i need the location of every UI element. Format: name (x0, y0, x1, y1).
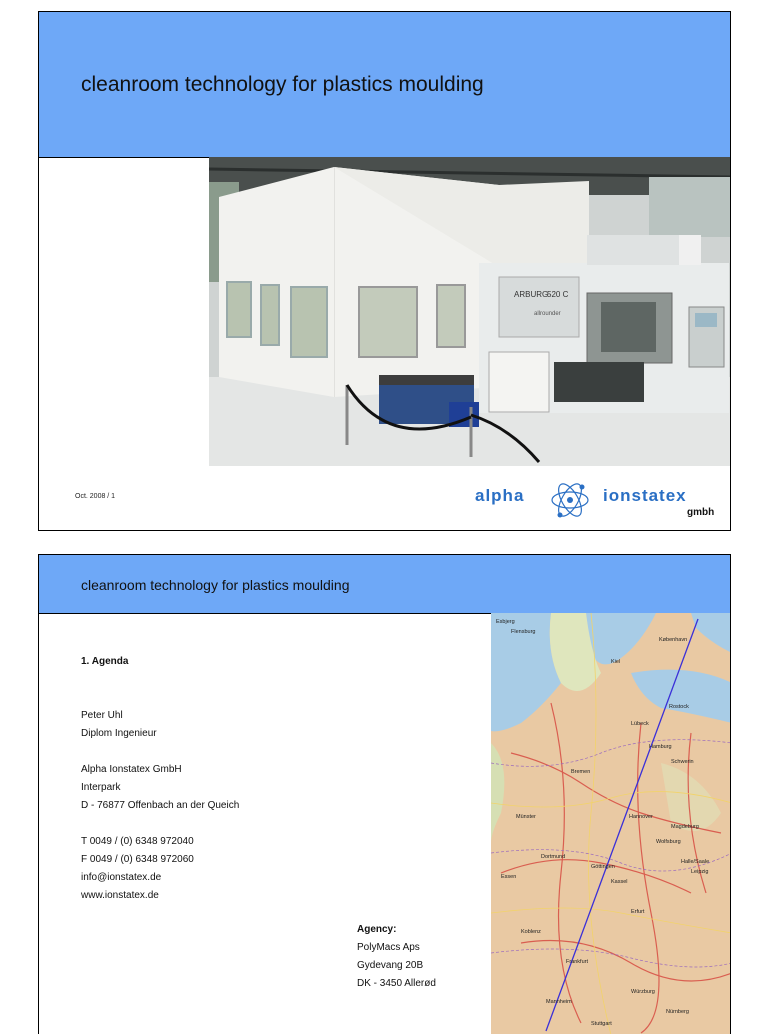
map-city-label: Koblenz (521, 929, 541, 935)
map-city-label: Dortmund (541, 854, 566, 860)
map-city-label: Kassel (611, 879, 628, 885)
map-city-label: Rostock (669, 704, 689, 710)
map-city-label: Stuttgart (591, 1021, 612, 1027)
email-link[interactable]: info@ionstatex.de (81, 872, 162, 883)
agency-block (357, 921, 436, 993)
slide-2 (38, 554, 731, 1034)
map-city-label: Münster (516, 814, 536, 820)
agency-heading: Agency: (357, 924, 397, 935)
company-name: Alpha Ionstatex GmbH (81, 764, 182, 775)
map-city-label: Schwerin (671, 759, 694, 765)
machine-brand: ARBURG (514, 290, 549, 299)
website-link[interactable]: www.ionstatex.de (81, 890, 159, 901)
phone: T 0049 / (0) 6348 972040 (81, 836, 194, 847)
map-city-label: Essen (501, 874, 517, 880)
map-city-label: Flensburg (511, 629, 536, 635)
map-city-label: Lübeck (631, 721, 649, 727)
slide-footer: Oct. 2008 / 1 (75, 493, 116, 500)
cleanroom-photo (209, 157, 731, 466)
map-city-label: Magdeburg (671, 824, 699, 830)
agency-street: Gydevang 20B (357, 960, 424, 971)
person-name: Peter Uhl (81, 710, 123, 721)
company-logo (475, 474, 730, 528)
contact-block (81, 653, 239, 905)
agency-city: DK - 3450 Allerød (357, 978, 436, 989)
map-city-label: Esbjerg (496, 619, 515, 625)
company-street: Interpark (81, 782, 121, 793)
title-banner-2 (39, 555, 730, 614)
machine-model: 520 C (547, 290, 569, 299)
slide-1 (38, 11, 731, 531)
map-city-label: Halle/Saale (681, 859, 710, 865)
map-city-label: Mannheim (546, 999, 572, 1005)
agenda-heading: 1. Agenda (81, 656, 129, 667)
map-city-label: Bremen (571, 769, 591, 775)
map-city-label: Würzburg (631, 989, 655, 995)
map-city-label: Göttingen (591, 864, 615, 870)
atom-icon (552, 480, 588, 519)
map-city-label: Leipzig (691, 869, 709, 875)
map-city-label: Hamburg (649, 744, 672, 750)
logo-ionstatex: ionstatex (603, 486, 687, 505)
slide-title-2: cleanroom technology for plastics moulding (81, 577, 350, 593)
fax: F 0049 / (0) 6348 972060 (81, 854, 194, 865)
slide-title: cleanroom technology for plastics moulding (81, 73, 484, 96)
route-map (491, 613, 731, 1034)
machine-sub: allrounder (534, 311, 561, 317)
map-city-label: Frankfurt (566, 959, 589, 965)
agency-name: PolyMacs Aps (357, 942, 420, 953)
logo-alpha: alpha (475, 486, 525, 505)
map-city-label: Nürnberg (666, 1009, 689, 1015)
map-city-label: Wolfsburg (656, 839, 681, 845)
map-city-label: Hannover (629, 814, 653, 820)
logo-gmbh: gmbh (687, 507, 715, 518)
person-role: Diplom Ingenieur (81, 728, 157, 739)
map-city-label: Erfurt (631, 909, 645, 915)
map-city-label: Kiel (611, 659, 621, 665)
company-city: D - 76877 Offenbach an der Queich (81, 800, 240, 811)
title-banner (39, 12, 730, 158)
map-city-label: København (659, 637, 688, 643)
